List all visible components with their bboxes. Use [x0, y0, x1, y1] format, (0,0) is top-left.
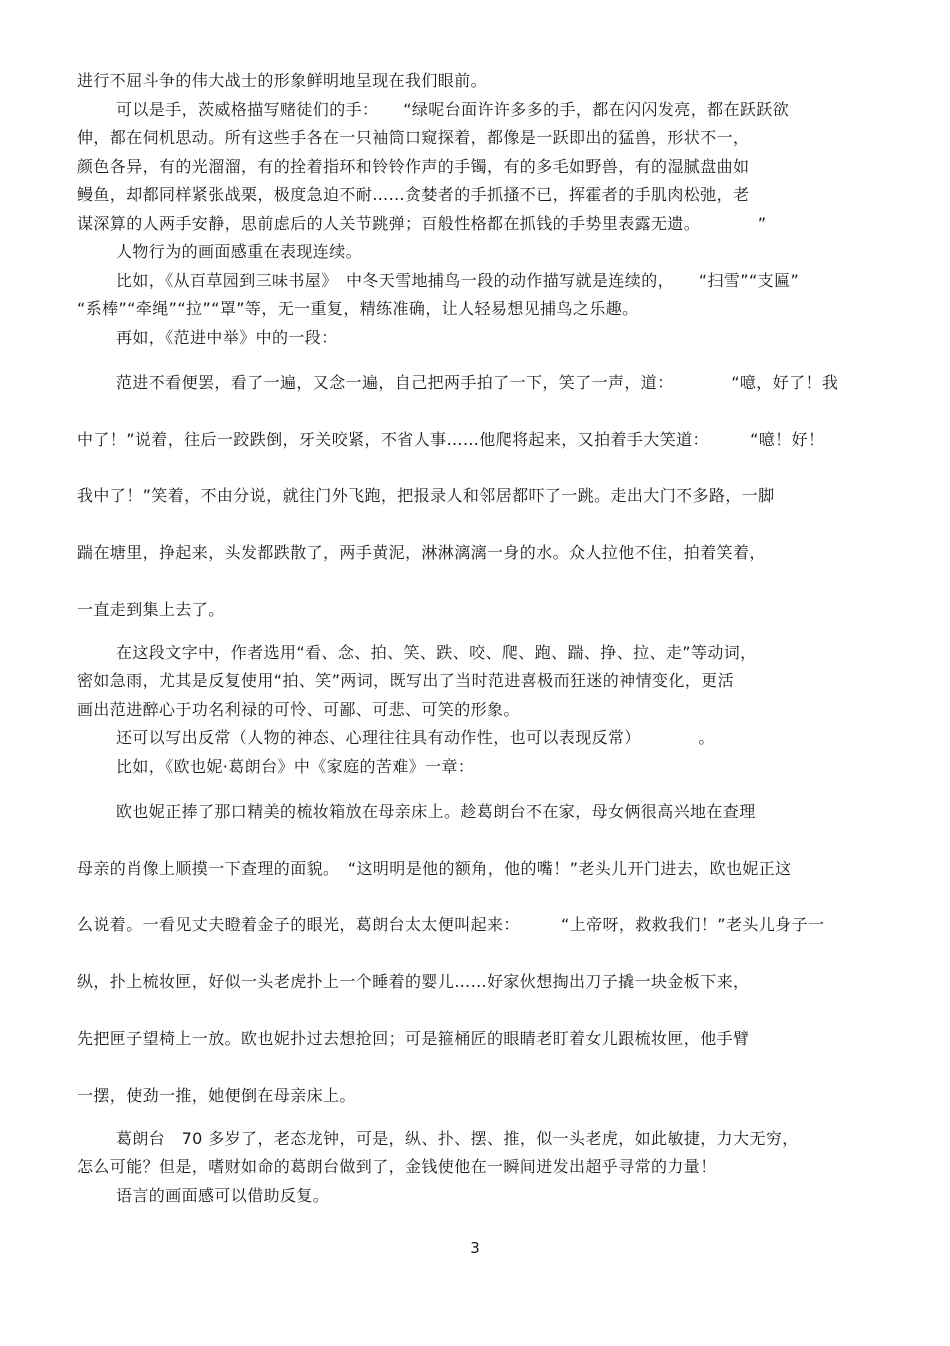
- text-line: 在这段文字中，作者选用“看、念、拍、笑、跌、咬、爬、跑、踹、挣、拉、走”等动词，: [116, 643, 757, 662]
- text-line: 还可以写出反常（人物的神态、心理往往具有动作性，也可以表现反常） 。: [116, 728, 715, 747]
- text-line: 鳗鱼，却都同样紧张战栗，极度急迫不耐……贪婪者的手抓搔不已，挥霍者的手肌肉松弛，老: [77, 185, 750, 204]
- text-line: 比如，《从百草园到三味书屋》 中冬天雪地捕鸟一段的动作描写就是连续的， “扫雪”“支匾”: [116, 271, 800, 290]
- quote-line: 中了！”说着，往后一跤跌倒，牙关咬紧，不省人事……他爬将起来，又拍着手大笑道： “噫！好！: [77, 430, 825, 449]
- page-number: 3: [470, 1239, 480, 1257]
- quote-line: 纵，扑上梳妆匣，好似一头老虎扑上一个睡着的婴儿……好家伙想掏出刀子撬一块金板下来，: [77, 972, 750, 991]
- text-line: 可以是手，茨威格描写赌徒们的手： “绿呢台面许许多多的手，都在闪闪发亮，都在跃跃欲: [116, 100, 790, 119]
- quote-line: 一摆，使劲一推，她便倒在母亲床上。: [77, 1086, 356, 1105]
- text-line: 颜色各异，有的光溜溜，有的拴着指环和铃铃作声的手镯，有的多毛如野兽，有的湿腻盘曲如: [77, 157, 750, 176]
- text-line: 怎么可能？但是，嗜财如命的葛朗台做到了，金钱使他在一瞬间迸发出超乎寻常的力量！: [77, 1157, 717, 1176]
- text-line: 谋深算的人两手安静，思前虑后的人关节跳弹；百般性格都在抓钱的手势里表露无遗。 ”: [77, 214, 767, 233]
- text-line: 比如，《欧也妮·葛朗台》中《家庭的苦难》一章：: [116, 757, 475, 776]
- quote-line: 欧也妮正捧了那口精美的梳妆箱放在母亲床上。趁葛朗台不在家，母女俩很高兴地在查理: [116, 802, 756, 821]
- quote-line: 一直走到集上去了。: [77, 600, 225, 619]
- text-line: 进行不屈斗争的伟大战士的形象鲜明地呈现在我们眼前。: [77, 71, 488, 90]
- text-line: 语言的画面感可以借助反复。: [116, 1186, 330, 1205]
- text-line: 伸，都在伺机思动。所有这些手各在一只袖筒口窥探着，都像是一跃即出的猛兽，形状不一，: [77, 128, 750, 147]
- quote-line: 么说着。一看见丈夫瞪着金子的眼光，葛朗台太太便叫起来： “上帝呀，救救我们！”老头儿身子一: [77, 915, 825, 934]
- quote-line: 我中了！”笑着，不由分说，就往门外飞跑，把报录人和邻居都吓了一跳。走出大门不多路，一脚: [77, 486, 775, 505]
- text-line: 葛朗台 70 多岁了，老态龙钟，可是，纵、扑、摆、推，似一头老虎，如此敏捷，力大无穷，: [116, 1129, 799, 1148]
- quote-line: 母亲的肖像上顺摸一下查理的面貌。 “这明明是他的额角，他的嘴！”老头儿开门进去，欧也妮正这: [77, 859, 792, 878]
- text-line: 密如急雨，尤其是反复使用“拍、笑”两词，既写出了当时范进喜极而狂迷的神情变化，更活: [77, 671, 734, 690]
- quote-line: 先把匣子望椅上一放。欧也妮扑过去想抢回；可是箍桶匠的眼睛老盯着女儿跟梳妆匣，他手臂: [77, 1029, 750, 1048]
- text-line: 人物行为的画面感重在表现连续。: [116, 242, 363, 261]
- text-line: 再如，《范进中举》中的一段：: [116, 328, 338, 347]
- text-line: 画出范进醉心于功名利禄的可怜、可鄙、可悲、可笑的形象。: [77, 700, 520, 719]
- quote-line: 范进不看便罢，看了一遍，又念一遍，自己把两手拍了一下，笑了一声，道： “噫，好了！我: [116, 373, 839, 392]
- quote-line: 踹在塘里，挣起来，头发都跌散了，两手黄泥，淋淋漓漓一身的水。众人拉他不住，拍着笑着，: [77, 543, 766, 562]
- text-line: “系棒”“牵绳”“拉”“罩”等，无一重复，精练准确，让人轻易想见捕鸟之乐趣。: [77, 299, 639, 318]
